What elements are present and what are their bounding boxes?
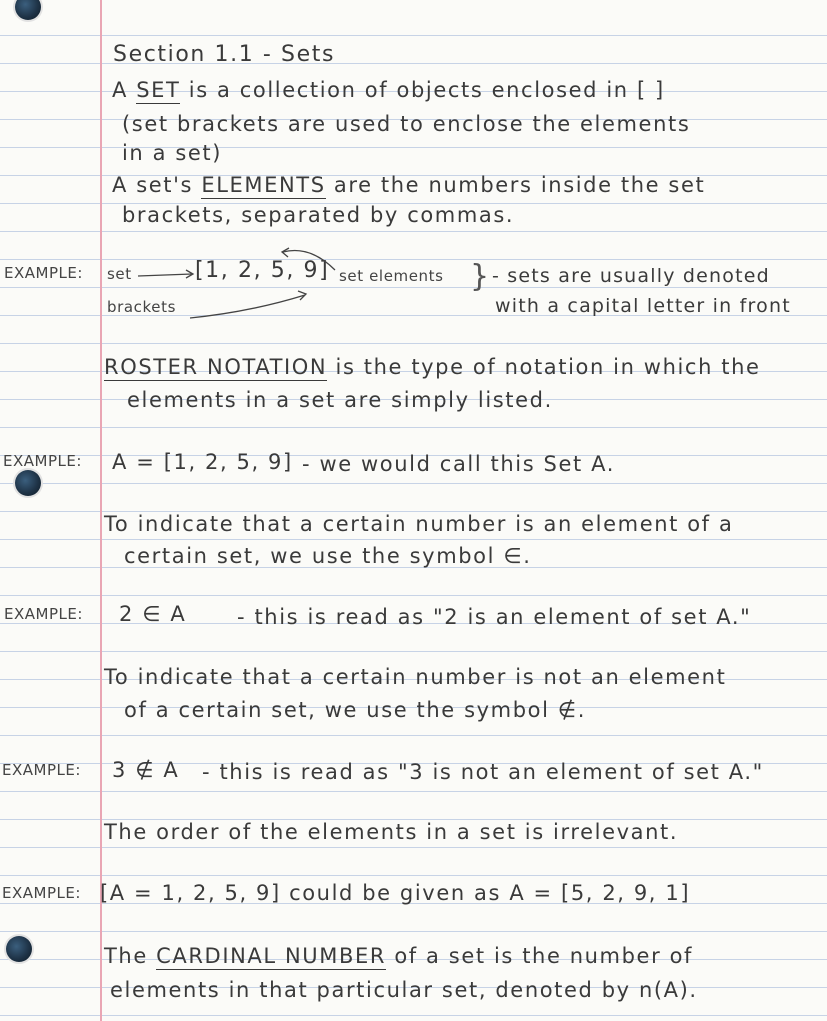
cardinal-definition-cont: elements in that particular set, denoted by n(A). — [110, 978, 698, 1002]
roster-definition: ROSTER NOTATION is the type of notation in which the — [104, 355, 761, 379]
example-expression: 2 ∈ A — [119, 602, 187, 626]
cardinal-definition: The CARDINAL NUMBER of a set is the number of — [104, 944, 694, 968]
example-note: - this is read as "3 is not an element of set A." — [202, 760, 764, 784]
brace-symbol: } — [470, 259, 491, 294]
term-elements: ELEMENTS — [201, 173, 326, 197]
set-definition-cont: in a set) — [122, 141, 223, 165]
set-definition-cont: (set brackets are used to enclose the elements — [122, 112, 691, 136]
example-note: with a capital letter in front — [495, 295, 791, 317]
elements-definition-cont: brackets, separated by commas. — [122, 203, 515, 227]
element-symbol-definition: To indicate that a certain number is an element of a — [104, 512, 734, 536]
element-symbol-definition-cont: certain set, we use the symbol ∈. — [124, 544, 532, 568]
roster-definition-cont: elements in a set are simply listed. — [127, 388, 553, 412]
page-title: Section 1.1 - Sets — [113, 42, 336, 67]
example-expression: A = [1, 2, 5, 9] — [112, 450, 293, 474]
example-note: - sets are usually denoted — [492, 265, 770, 287]
not-element-definition: To indicate that a certain number is not an element — [104, 665, 727, 689]
brackets-annotation: brackets — [107, 298, 177, 316]
term-cardinal-number: CARDINAL NUMBER — [156, 944, 387, 968]
set-elements-annotation: set elements — [339, 267, 444, 285]
term-set: SET — [136, 78, 181, 102]
elements-definition: A set's ELEMENTS are the numbers inside the set — [112, 173, 706, 197]
example-label: EXAMPLE: — [4, 605, 83, 623]
example-label: EXAMPLE: — [3, 452, 82, 470]
example-label: EXAMPLE: — [2, 761, 81, 779]
example-expression: [A = 1, 2, 5, 9] could be given as A = [5, 2, 9, 1] — [100, 881, 691, 905]
set-word-annotation: set — [107, 265, 132, 283]
example-set-value: [1, 2, 5, 9] — [195, 258, 330, 283]
example-label: EXAMPLE: — [4, 264, 83, 282]
not-element-definition-cont: of a certain set, we use the symbol ∉. — [124, 698, 586, 722]
example-note: - this is read as "2 is an element of set A." — [237, 605, 752, 629]
example-note: - we would call this Set A. — [302, 452, 615, 476]
set-definition: A SET is a collection of objects enclosed in [ ] — [112, 78, 665, 102]
example-expression: 3 ∉ A — [112, 758, 180, 782]
term-roster-notation: ROSTER NOTATION — [104, 355, 328, 379]
order-note: The order of the elements in a set is irrelevant. — [104, 820, 679, 844]
example-label: EXAMPLE: — [2, 884, 81, 902]
